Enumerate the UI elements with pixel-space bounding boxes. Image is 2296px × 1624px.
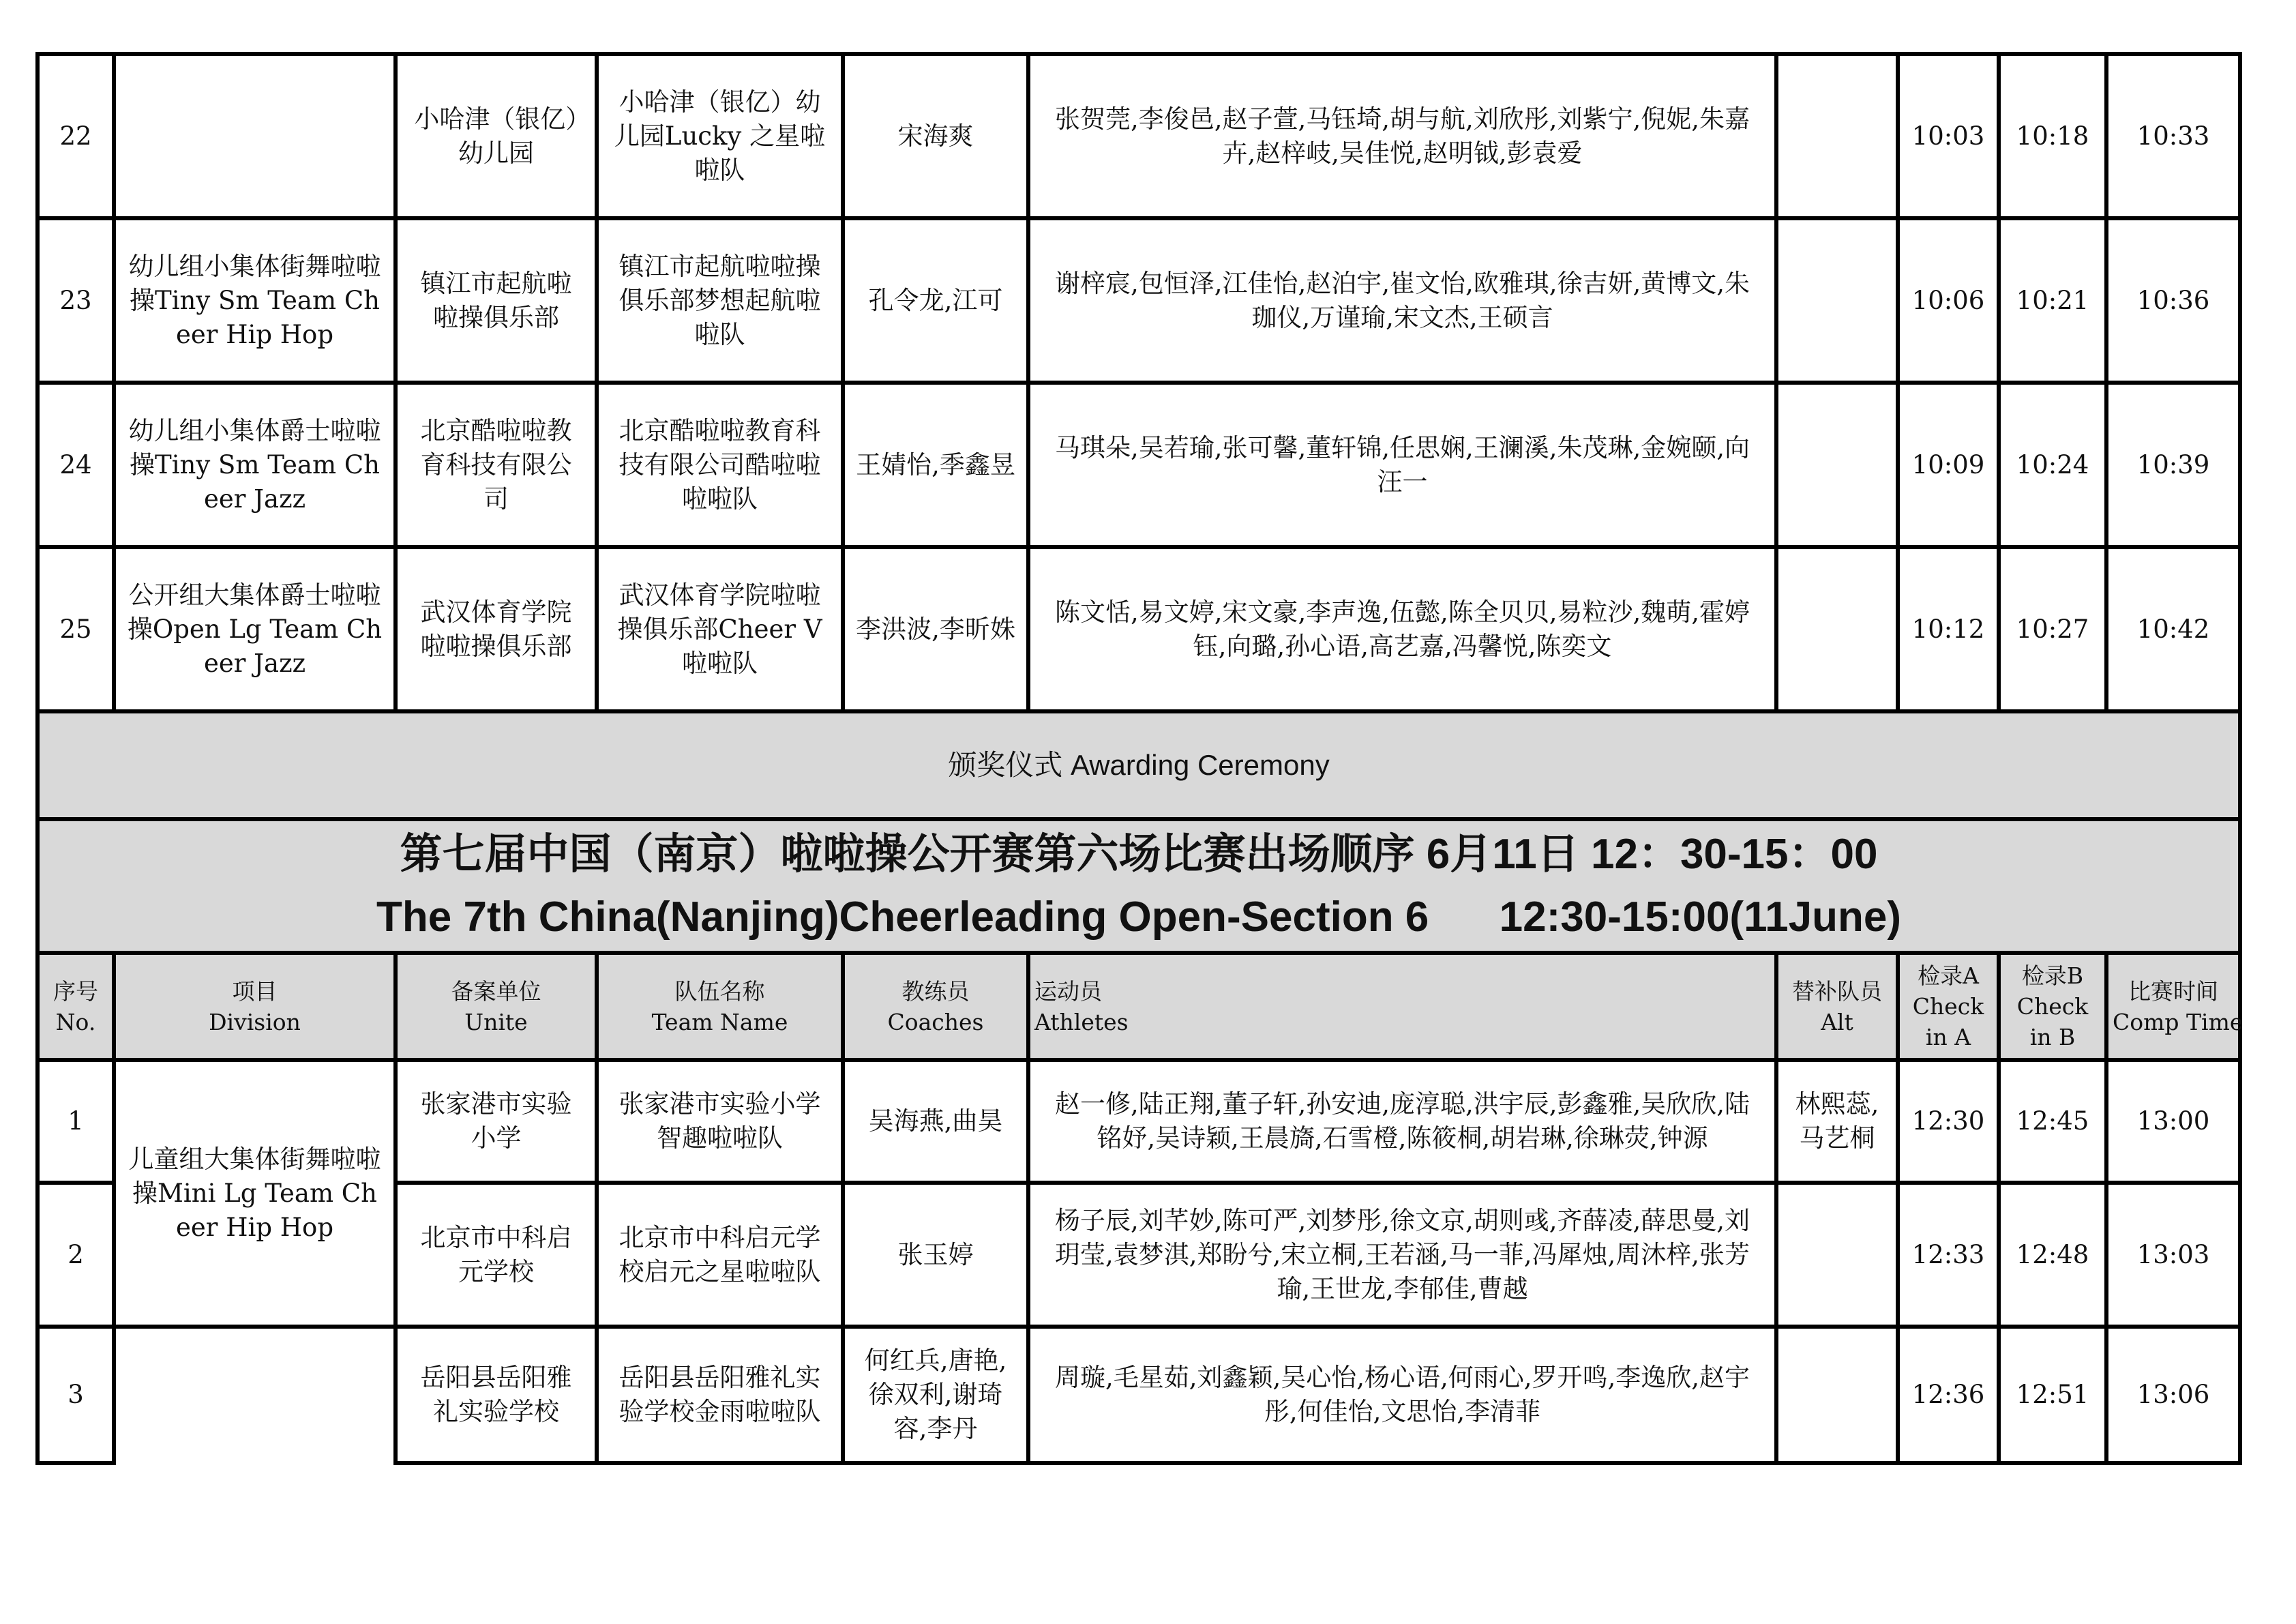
header-check-in-b [1999, 953, 2106, 1060]
team-name-cell: 镇江市起航啦啦操俱乐部梦想起航啦啦队 [597, 218, 843, 383]
header-unit-zh: 备案单位 [451, 977, 541, 1005]
check-in-a-cell: 10:12 [1898, 547, 1999, 711]
alt-cell: 林熙蕊,马艺桐 [1776, 1060, 1898, 1183]
coaches-cell: 李洪波,李昕姝 [843, 547, 1028, 711]
header-division-zh: 项目 [232, 977, 278, 1005]
comp-time-cell: 13:06 [2106, 1327, 2240, 1463]
team-name-cell: 张家港市实验小学智趣啦啦队 [597, 1060, 843, 1183]
unit-cell: 张家港市实验小学 [396, 1060, 597, 1183]
header-coaches-en: Coaches [887, 1008, 984, 1035]
division-cell: 儿童组大集体街舞啦啦操Mini Lg Team Cheer Hip Hop [114, 1060, 396, 1327]
header-no-zh: 序号 [53, 977, 98, 1005]
division-cell: 公开组大集体爵士啦啦操Open Lg Team Cheer Jazz [114, 547, 396, 711]
award-band: 颁奖仪式 Awarding Ceremony [38, 711, 2240, 819]
coaches-cell: 宋海爽 [843, 54, 1028, 218]
coaches-cell: 吴海燕,曲昊 [843, 1060, 1028, 1183]
athletes-cell: 马琪朵,吴若瑜,张可馨,董轩锦,任思娴,王澜溪,朱茂琳,金婉颐,向汪一 [1028, 383, 1776, 547]
section-title [38, 819, 2240, 953]
table-row [38, 54, 2240, 218]
section-title-row [38, 819, 2240, 953]
coaches-cell: 王婧怡,季鑫昱 [843, 383, 1028, 547]
section-title-zh: 第七届中国（南京）啦啦操公开赛第六场比赛出场顺序 6月11日 12：30-15：00 [400, 831, 1878, 878]
header-athletes [1028, 953, 1776, 1060]
check-in-a-cell: 10:03 [1898, 54, 1999, 218]
check-in-a-cell: 10:09 [1898, 383, 1999, 547]
header-unit [396, 953, 597, 1060]
alt-cell [1776, 218, 1898, 383]
coaches-cell: 孔令龙,江可 [843, 218, 1028, 383]
unit-cell: 小哈津（银亿）幼儿园 [396, 54, 597, 218]
alt-cell [1776, 1183, 1898, 1327]
header-check-a-en-1: Check [1912, 993, 1984, 1020]
header-coaches [843, 953, 1028, 1060]
award-band-row [38, 711, 2240, 819]
header-team-zh: 队伍名称 [674, 977, 765, 1005]
row-number: 22 [38, 54, 114, 218]
header-check-b-zh: 检录B [2021, 962, 2084, 989]
check-in-a-cell: 12:36 [1898, 1327, 1999, 1463]
header-check-b-en-2: in B [2029, 1024, 2076, 1050]
comp-time-cell: 10:39 [2106, 383, 2240, 547]
table-row [38, 547, 2240, 711]
header-division-en: Division [209, 1008, 301, 1035]
comp-time-cell: 10:42 [2106, 547, 2240, 711]
row-number: 1 [38, 1060, 114, 1183]
header-comp-time-en: Comp Time [2113, 1008, 2243, 1035]
header-division [114, 953, 396, 1060]
header-unit-en: Unite [464, 1008, 528, 1035]
header-alt-zh: 替补队员 [1792, 977, 1882, 1005]
unit-cell: 镇江市起航啦啦操俱乐部 [396, 218, 597, 383]
athletes-cell: 谢梓宸,包恒泽,江佳怡,赵泊宇,崔文怡,欧雅琪,徐吉妍,黄博文,朱珈仪,万谨瑜,宋文杰,王硕言 [1028, 218, 1776, 383]
alt-cell [1776, 54, 1898, 218]
coaches-cell: 张玉婷 [843, 1183, 1028, 1327]
header-check-b-en-1: Check [2016, 993, 2089, 1020]
athletes-cell: 周璇,毛星茹,刘鑫颖,吴心怡,杨心语,何雨心,罗开鸣,李逸欣,赵宇彤,何佳怡,文思怡,李清菲 [1028, 1327, 1776, 1463]
team-name-cell: 小哈津（银亿）幼儿园Lucky 之星啦啦队 [597, 54, 843, 218]
table-row [38, 383, 2240, 547]
check-in-b-cell: 12:45 [1999, 1060, 2106, 1183]
check-in-b-cell: 10:21 [1999, 218, 2106, 383]
team-name-cell: 岳阳县岳阳雅礼实验学校金雨啦啦队 [597, 1327, 843, 1463]
athletes-cell: 赵一修,陆正翔,董子轩,孙安迪,庞淳聪,洪宇辰,彭鑫雅,吴欣欣,陆铭妤,吴诗颖,王晨旖,石雪橙,陈筱桐,胡岩琳,徐琳荧,钟源 [1028, 1060, 1776, 1183]
comp-time-cell: 13:00 [2106, 1060, 2240, 1183]
team-name-cell: 北京市中科启元学校启元之星啦啦队 [597, 1183, 843, 1327]
alt-cell [1776, 1327, 1898, 1463]
division-cell-empty [114, 1327, 396, 1463]
header-no [38, 953, 114, 1060]
check-in-b-cell: 10:27 [1999, 547, 2106, 711]
header-athletes-zh: 运动员 [1034, 977, 1102, 1005]
header-no-en: No. [55, 1008, 96, 1035]
row-number: 3 [38, 1327, 114, 1463]
check-in-b-cell: 12:48 [1999, 1183, 2106, 1327]
header-team-en: Team Name [651, 1008, 788, 1035]
division-cell: 幼儿组小集体爵士啦啦操Tiny Sm Team Cheer Jazz [114, 383, 396, 547]
header-comp-time [2106, 953, 2243, 1060]
athletes-cell: 杨子辰,刘芊妙,陈可严,刘梦彤,徐文京,胡则彧,齐薛凌,薛思曼,刘玥莹,袁梦淇,郑盼兮,宋立桐,王若涵,马一菲,冯犀烛,周沐梓,张芳瑜,王世龙,李郁佳,曹越 [1028, 1183, 1776, 1327]
header-check-in-a [1898, 953, 1999, 1060]
unit-cell: 岳阳县岳阳雅礼实验学校 [396, 1327, 597, 1463]
schedule-table [35, 52, 2242, 1465]
athletes-cell: 陈文恬,易文婷,宋文豪,李声逸,伍懿,陈全贝贝,易粒沙,魏萌,霍婷钰,向璐,孙心语,高艺嘉,冯馨悦,陈奕文 [1028, 547, 1776, 711]
unit-cell: 北京市中科启元学校 [396, 1183, 597, 1327]
header-coaches-zh: 教练员 [901, 977, 970, 1005]
division-cell [114, 54, 396, 218]
table-row [38, 1327, 2240, 1463]
header-team-name [597, 953, 843, 1060]
unit-cell: 武汉体育学院啦啦操俱乐部 [396, 547, 597, 711]
comp-time-cell: 10:36 [2106, 218, 2240, 383]
check-in-a-cell: 12:33 [1898, 1183, 1999, 1327]
row-number: 25 [38, 547, 114, 711]
header-athletes-en: Athletes [1034, 1008, 1129, 1035]
header-alt [1776, 953, 1898, 1060]
section-title-en: The 7th China(Nanjing)Cheerleading Open-Section 6 12:30-15:00(11June) [376, 894, 1901, 941]
check-in-b-cell: 10:24 [1999, 383, 2106, 547]
check-in-b-cell: 12:51 [1999, 1327, 2106, 1463]
alt-cell [1776, 383, 1898, 547]
team-name-cell: 北京酷啦啦教育科技有限公司酷啦啦啦啦队 [597, 383, 843, 547]
header-check-a-en-2: in A [1925, 1024, 1971, 1050]
division-cell: 幼儿组小集体街舞啦啦操Tiny Sm Team Cheer Hip Hop [114, 218, 396, 383]
coaches-cell: 何红兵,唐艳,徐双利,谢琦容,李丹 [843, 1327, 1028, 1463]
row-number: 23 [38, 218, 114, 383]
table-row [38, 218, 2240, 383]
athletes-cell: 张贺莞,李俊邑,赵子萱,马钰埼,胡与航,刘欣彤,刘紫宁,倪妮,朱嘉卉,赵梓岐,吴佳悦,赵明钺,彭袁爱 [1028, 54, 1776, 218]
alt-cell [1776, 547, 1898, 711]
check-in-a-cell: 12:30 [1898, 1060, 1999, 1183]
header-comp-time-zh: 比赛时间 [2128, 977, 2218, 1005]
row-number: 2 [38, 1183, 114, 1327]
team-name-cell: 武汉体育学院啦啦操俱乐部Cheer V啦啦队 [597, 547, 843, 711]
check-in-b-cell: 10:18 [1999, 54, 2106, 218]
comp-time-cell: 13:03 [2106, 1183, 2240, 1327]
row-number: 24 [38, 383, 114, 547]
comp-time-cell: 10:33 [2106, 54, 2240, 218]
header-alt-en: Alt [1821, 1008, 1853, 1035]
table-row [38, 1060, 2240, 1183]
check-in-a-cell: 10:06 [1898, 218, 1999, 383]
header-row [38, 953, 2240, 1060]
unit-cell: 北京酷啦啦教育科技有限公司 [396, 383, 597, 547]
header-check-a-zh: 检录A [1918, 962, 1979, 989]
